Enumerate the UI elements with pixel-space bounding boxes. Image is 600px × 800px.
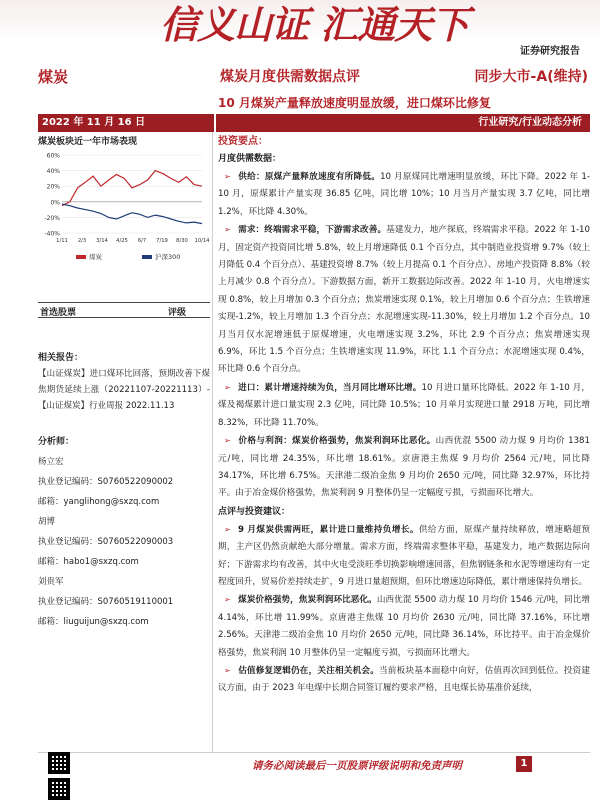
analyst-name: 胡博 [38, 517, 56, 527]
industry-label: 煤炭 [38, 68, 69, 86]
bullet-icon: ➢ [224, 382, 231, 392]
import-paragraph [218, 379, 590, 432]
invest-advice-title: 点评与投资建议： [218, 506, 291, 517]
analyst-name: 杨立宏 [38, 457, 64, 467]
paragraph-text: 10 月原煤同比增速明显放缓，环比下降。2022 年 1-10 月，原煤累计产量实现 36.85 亿吨，同比增 10%；10 月当月产量实现 3.7 亿吨，同比增 1.2%，环比降 4.30%。 [218, 172, 590, 217]
analyst-cert: 执业登记编码：S0760519110001 [38, 597, 174, 607]
analyst-name: 刘贵军 [38, 577, 64, 587]
invest-paragraph [218, 591, 590, 662]
y-tick-label: -40% [44, 230, 60, 238]
rating-label: 同步大市-A(维持) [474, 69, 588, 85]
analyst-cert: 执业登记编码：S0760522090003 [38, 537, 174, 547]
market-chart [38, 149, 210, 269]
x-tick-label: 2/3 [77, 238, 87, 244]
footer-divider [38, 752, 590, 753]
paragraph-lead: 煤炭价格强势，焦炭利润环比恶化。 [238, 595, 377, 606]
bullet-icon: ➢ [224, 665, 231, 675]
analyst-email[interactable]: 邮箱：yanglihong@sxzq.com [38, 497, 160, 507]
invest-paragraph [218, 662, 590, 698]
analyst-email[interactable]: 邮箱：liuguijun@sxzq.com [38, 617, 149, 627]
legend-label: 沪深300 [155, 253, 181, 261]
bullet-icon: ➢ [224, 225, 231, 235]
bullet-icon: ➢ [224, 595, 231, 605]
paragraph-lead: 估值修复逻辑仍在，关注相关机会。 [238, 665, 379, 676]
report-title: 煤炭月度供需数据点评 [220, 69, 360, 85]
analyst-list [38, 452, 210, 632]
title-row [38, 64, 590, 88]
supply-paragraph [218, 168, 590, 221]
page-number: 1 [516, 756, 532, 772]
paragraph-lead: 9 月煤炭供需两旺，累计进口量维持负增长。 [238, 524, 419, 535]
y-tick-label: 40% [46, 168, 60, 176]
header-banner [0, 0, 600, 62]
paragraph-text: 10 月进口量环比降低。2022 年 1-10 月，煤及褐煤累计进口量实现 2.3 亿吨，同比降 10.5%；10 月单月实现进口量 2918 万吨，同比增 8.32%，环比降 11.70%。 [218, 382, 590, 428]
series-line [62, 204, 202, 224]
report-type-label: 证券研究报告 [520, 46, 580, 57]
legend-label: 煤炭 [89, 253, 102, 261]
rating-column-header: 评级 [168, 308, 187, 318]
paragraph-text: 基建发力，地产探底，终端需求平稳。2022 年 1-10 月，固定资产投资同比增 5.8%，较上月增速降低 0.1 个百分点，其中制造业投资增 9.7%（较上月降低 0.4 个百分点）、基建投资增 8.7%（较上月提高 0.1 个百分点）、房地产投资降 8.8%（较上月减少 0.8 个百分点）。下游数据方面，新开工数据边际改善。2022 年 1-10 月，火电增速实现 0.8%，较上月增加 0.3 个百分点；焦炭增速实现 0.1%，较上月增加 0.6 个百分点；生铁增速实现-1.2%，较上月增加 1.3 个百分点；水泥增速实现-11.30%，较上月增加 1.2 个百分点。10 月当月仅水泥增速低于原煤增速，火电增速实现 3.2%，环比 2.9 个百分点；焦炭增速实现 6.9%，环比 1.5 个百分点；生铁增速实现 11.9%，环比 1.1 个百分点；水泥增速实现 0.4%，环比降 0.6 个百分点。 [218, 225, 590, 375]
paragraph-text: 山西优混 5500 动力煤 10 月均价 1546 元/吨，同比增 4.14%，环比增 11.99%。京唐港主焦煤 10 月均价 2630 元/吨，同比降 37.16%，环比增 2.56%。天津港二级冶金焦 10 月均价 2650 元/吨，同比降 36.14%，环比持平。由于冶金煤价格强势，焦炭利润 10 月整体仍呈一定幅度亏损，亏损面环比增大。 [218, 595, 590, 658]
series-line [62, 171, 202, 206]
paragraph-lead: 供给：原煤产量释放速度有所降低。 [238, 172, 381, 182]
x-tick-label: 8/30 [176, 238, 188, 244]
left-column [38, 132, 210, 627]
invest-paragraph [218, 521, 590, 592]
y-tick-label: 60% [46, 152, 60, 160]
x-tick-label: 4/25 [116, 238, 128, 244]
chart-title: 煤炭板块近一年市场表现 [38, 137, 138, 147]
x-tick-label: 6/7 [137, 238, 147, 244]
paragraph-lead: 价格与利润：煤炭价格强势，焦炭利润环比恶化。 [238, 436, 436, 447]
stock-table-header [38, 302, 210, 318]
stock-column-header: 首选股票 [40, 308, 77, 318]
paragraph-lead: 需求：终端需求平稳，下游需求改善。 [238, 225, 387, 236]
analysts-title: 分析师： [38, 437, 75, 447]
section-title: 投资要点： [218, 136, 268, 147]
related-reports-title: 相关报告： [38, 353, 84, 363]
y-tick-label: 0% [50, 199, 60, 207]
legend-swatch [76, 255, 86, 259]
footer-disclaimer: 请务必阅读最后一页股票评级说明和免责声明 [252, 760, 462, 772]
x-tick-label: 10/14 [194, 238, 210, 244]
x-tick-label: 7/19 [156, 238, 168, 244]
company-logo: 信义山证 汇通天下 [160, 2, 469, 47]
analyst-cert: 执业登记编码：S0760522090002 [38, 477, 174, 487]
bullet-icon: ➢ [224, 524, 231, 534]
date-bar: 2022 年 11 月 16 日 [38, 114, 214, 132]
paragraph-text: 供给方面，原煤产量持续释放，增速略超预期，主产区仍然贡献绝大部分增量。需求方面，终端需求整体平稳，基建发力，地产数据边际向好；下游需求均有改善，其中火电受淡旺季切换影响增速回落，但焦钢链条和水泥等增速均有一定程度回升，贸易价差持续走扩，9 月进口量超预期，但环比增速边际降低，累计增速保持负增长。 [218, 524, 590, 587]
column-divider [212, 132, 213, 752]
x-tick-label: 3/14 [96, 238, 108, 244]
y-tick-label: -20% [44, 214, 60, 222]
demand-paragraph [218, 221, 590, 379]
paragraph-text: 当前板块基本面稳中向好，估值再次回到低位。投资建议方面，由于 2023 年电煤中长期合同签订履约要求严格，且电煤长协基准价延续， [218, 665, 590, 694]
legend-swatch [142, 255, 152, 259]
bullet-icon: ➢ [224, 172, 231, 181]
analyst-email[interactable]: 邮箱：habo1@sxzq.com [38, 557, 139, 567]
monthly-data-title: 月度供需数据： [218, 154, 282, 164]
paragraph-lead: 进口：累计增速持续为负，当月同比增环比增。 [238, 382, 422, 393]
bullet-icon: ➢ [224, 436, 231, 446]
x-tick-label: 1/11 [56, 238, 68, 244]
market-chart-svg [38, 149, 210, 269]
paragraph-text: 山西优混 5500 动力煤 9 月均价 1381 元/吨，同比增 24.35%，环比增 18.61%。京唐港主焦煤 9 月均价 2564 元/吨，同比降 34.17%，环比增 6.75%。天津港二级冶金焦 9 月均价 2650 元/吨，同比降 32.97%，环比持平。由于冶金煤价格强势，焦炭利润 9 月整体仍呈一定幅度亏损，亏损面环比增大。 [218, 436, 590, 499]
report-subtitle: 10 月煤炭产量释放速度明显放缓，进口煤环比修复 [218, 96, 491, 110]
qr-code-icon [48, 778, 70, 800]
price-paragraph [218, 432, 590, 503]
y-tick-label: 20% [46, 183, 60, 191]
category-bar: 行业研究/行业动态分析 [216, 114, 590, 132]
qr-code-icon [48, 752, 70, 774]
right-column [218, 132, 590, 698]
related-reports-text[interactable]: 【山证煤炭】进口煤环比回落，预期改善下煤焦期货延续上涨（20221107-20221113）-【山证煤炭】行业周报 2022.11.13 [38, 369, 210, 411]
